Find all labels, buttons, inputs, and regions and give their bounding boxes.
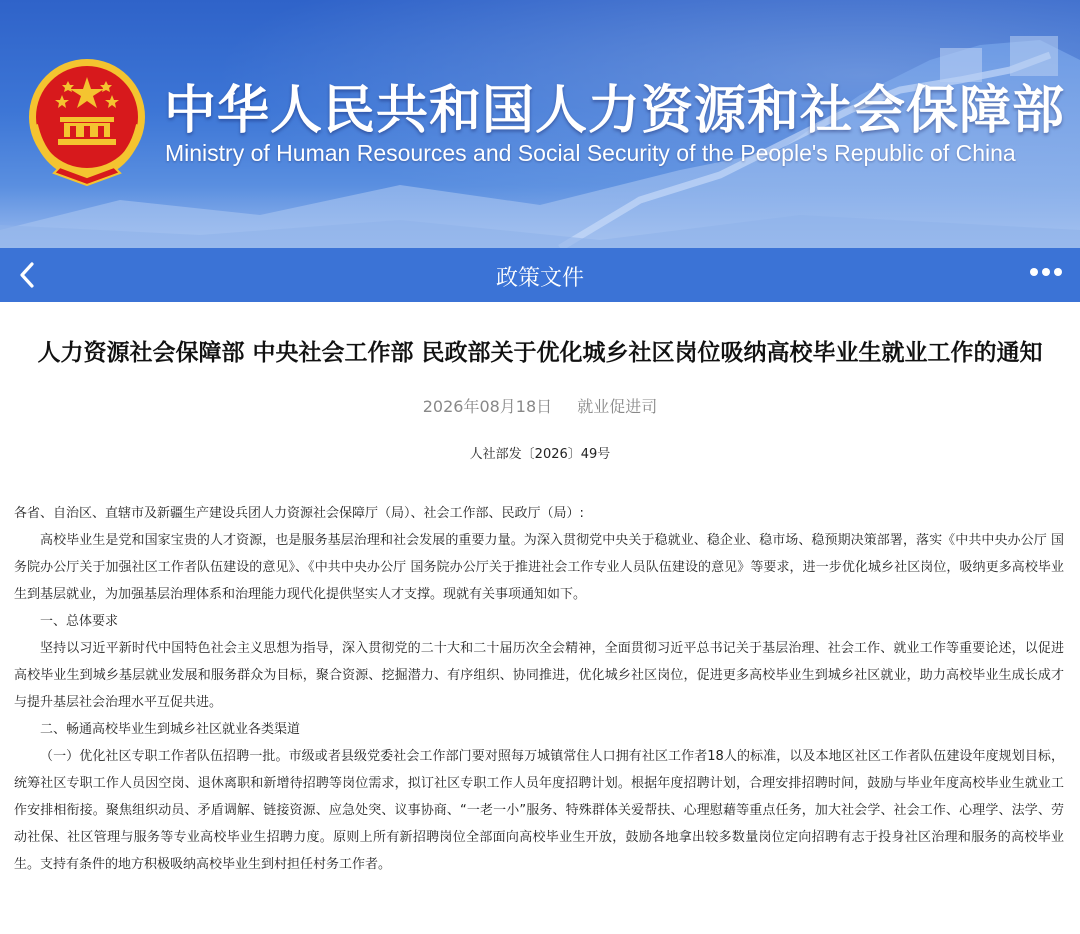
document-title: 人力资源社会保障部 中央社会工作部 民政部关于优化城乡社区岗位吸纳高校毕业生就业工作的通知 <box>37 340 1043 366</box>
publish-date: 2026年08月18日 <box>422 397 553 416</box>
salutation: 各省、自治区、直辖市及新疆生产建设兵团人力资源社会保障厅（局）、社会工作部、民政厅（局）: <box>14 506 584 521</box>
ministry-title-zh: 中华人民共和国人力资源和社会保障部 <box>164 81 1066 141</box>
document-meta <box>0 394 1080 417</box>
section-heading: 一、总体要求 <box>40 614 119 629</box>
ministry-title-en: Ministry of Human Resources and Social Security of the People's Republic of China <box>165 140 1016 166</box>
more-button[interactable] <box>1026 260 1066 290</box>
document-body <box>14 500 1064 878</box>
page-title: 政策文件 <box>495 266 584 291</box>
more-dots-icon <box>1026 260 1066 290</box>
header-banner <box>0 0 1080 248</box>
article <box>0 302 1080 878</box>
department-name: 就业促进司 <box>577 397 658 416</box>
paragraph: 高校毕业生是党和国家宝贵的人才资源，也是服务基层治理和社会发展的重要力量。为深入贯彻党中央关于稳就业、稳企业、稳市场、稳预期决策部署，落实《中共中央办公厅 国务院办公厅关于加强社区工作者队伍建设的意见》、《中共中央办公厅 国务院办公厅关于推进社会工作专业人员队伍建设的意见》等要求，进一步优化城乡社区岗位，吸纳更多高校毕业生到基层就业，为加强基层治理体系和治理能力现代化提供坚实人才支撑。现就有关事项通知如下。 <box>14 533 1064 602</box>
national-emblem-icon <box>24 55 150 187</box>
section-heading: 二、畅通高校毕业生到城乡社区就业各类渠道 <box>40 722 301 737</box>
paragraph: （一）优化社区专职工作者队伍招聘一批。市级或者县级党委社会工作部门要对照每万城镇常住人口拥有社区工作者18人的标准，以及本地区社区工作者队伍建设年度规划目标，统筹社区专职工作人员因空岗、退休离职和新增待招聘等岗位需求，拟订社区专职工作人员年度招聘计划。根据年度招聘计划，合理安排招聘时间，鼓励与毕业年度高校毕业生就业工作安排相衔接。聚焦组织动员、矛盾调解、链接资源、应急处突、议事协商、“一老一小”服务、特殊群体关爱帮扶、心理慰藉等重点任务，加大社会学、社会工作、心理学、法学、劳动社保、社区管理与服务等专业高校毕业生招聘力度。原则上所有新招聘岗位全部面向高校毕业生开放，鼓励各地拿出较多数量岗位定向招聘有志于投身社区治理和服务的高校毕业生。支持有条件的地方积极吸纳高校毕业生到村担任村务工作者。 <box>14 749 1064 872</box>
document-number: 人社部发〔2026〕49号 <box>469 447 611 462</box>
navbar <box>0 248 1080 302</box>
paragraph: 坚持以习近平新时代中国特色社会主义思想为指导，深入贯彻党的二十大和二十届历次全会精神，全面贯彻习近平总书记关于基层治理、社会工作、就业工作等重要论述，以促进高校毕业生到城乡基层就业发展和服务群众为目标，聚合资源、挖掘潜力、有序组织、协同推进，优化城乡社区岗位，促进更多高校毕业生到城乡社区就业，助力高校毕业生成长成才与提升基层社会治理水平互促共进。 <box>14 641 1064 710</box>
